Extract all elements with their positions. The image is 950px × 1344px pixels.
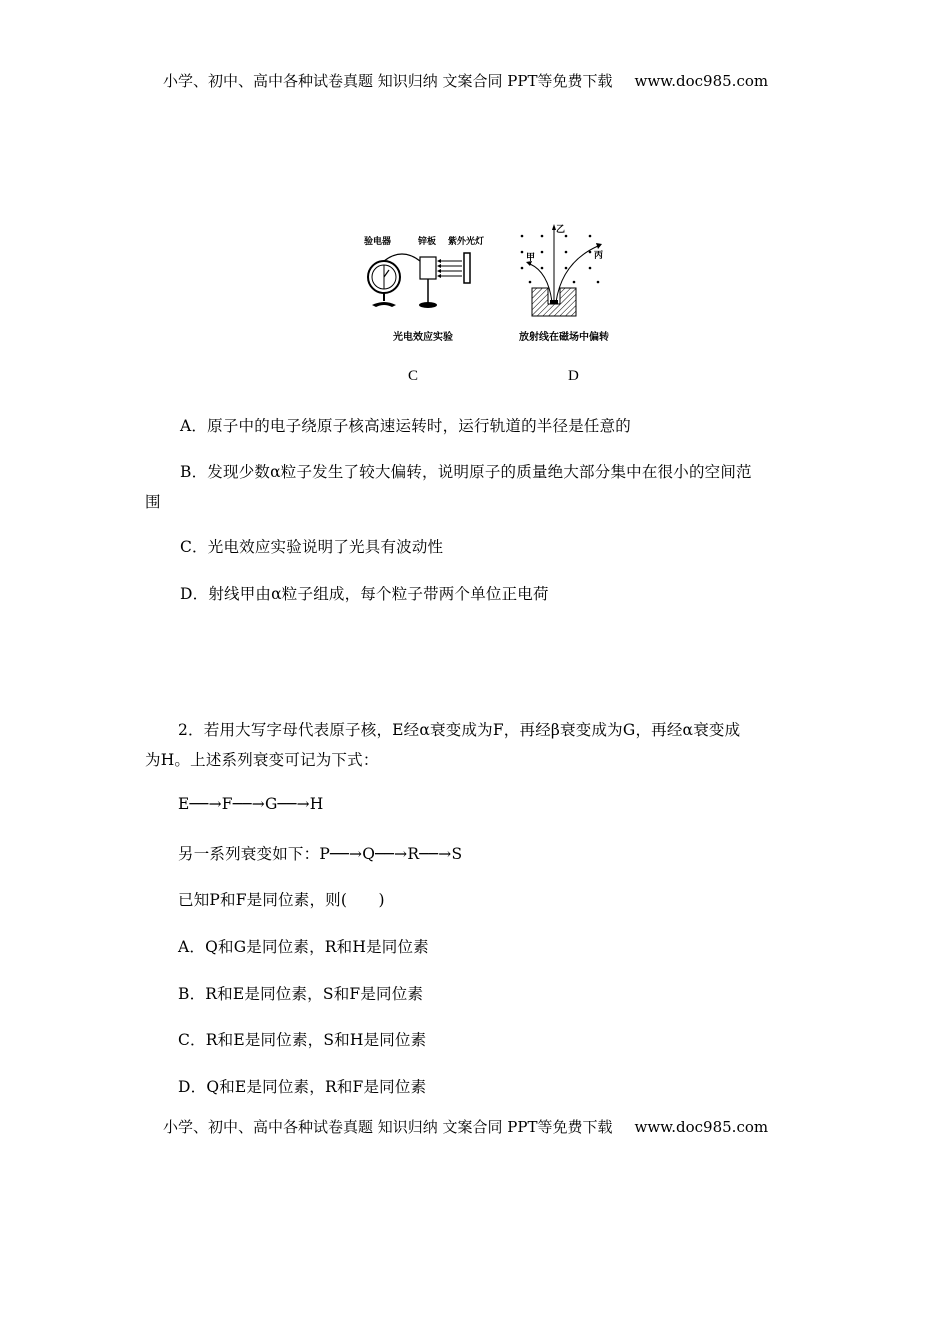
q1-option-d: D．射线甲由α粒子组成，每个粒子带两个单位正电荷 — [180, 585, 549, 603]
magnetic-field-diagram — [512, 222, 612, 318]
label-zinc: 锌板 — [418, 237, 437, 247]
label-jia: 甲 — [526, 253, 536, 263]
header-text: 小学、初中、高中各种试卷真题 知识归纳 文案合同 PPT等免费下载 — [163, 72, 613, 90]
q2-option-a: A．Q和G是同位素，R和H是同位素 — [178, 938, 429, 956]
uv-rays — [438, 261, 462, 276]
page-header — [163, 70, 768, 91]
q2-decay-chain-1: E──→F──→G──→H — [178, 795, 324, 813]
q2-option-b: B．R和E是同位素，S和F是同位素 — [178, 985, 424, 1003]
footer-text: 小学、初中、高中各种试卷真题 知识归纳 文案合同 PPT等免费下载 — [163, 1118, 613, 1136]
q2-stem-line1: 2．若用大写字母代表原子核，E经α衰变成为F，再经β衰变成为G，再经α衰变成 — [178, 721, 741, 739]
electroscope-base — [372, 302, 396, 307]
q2-option-d: D．Q和E是同位素，R和F是同位素 — [178, 1078, 427, 1096]
figure-letter-d: D — [568, 368, 579, 384]
electroscope-leaf — [384, 270, 389, 277]
q1-option-b-line2: 围 — [145, 493, 161, 511]
connecting-wire — [384, 254, 420, 261]
label-bing: 丙 — [594, 251, 604, 261]
label-yi: 乙 — [556, 225, 566, 235]
photoelectric-diagram — [362, 233, 492, 313]
q2-stem-line2: 为H。上述系列衰变可记为下式： — [145, 751, 379, 769]
q1-option-a: A．原子中的电子绕原子核高速运转时，运行轨道的半径是任意的 — [180, 417, 631, 435]
figure-letter-c: C — [408, 368, 419, 384]
label-electroscope: 验电器 — [364, 237, 392, 247]
caption-d: 放射线在磁场中偏转 — [519, 332, 609, 343]
footer-site: www.doc985.com — [634, 1118, 769, 1136]
q2-option-c: C．R和E是同位素，S和H是同位素 — [178, 1031, 427, 1049]
q1-option-c: C．光电效应实验说明了光具有波动性 — [180, 538, 444, 556]
q2-known: 已知P和F是同位素，则( ) — [178, 891, 385, 909]
radiation-source — [550, 300, 558, 304]
uv-lamp — [464, 253, 470, 283]
zinc-base — [419, 302, 437, 308]
q1-option-b-line1: B．发现少数α粒子发生了较大偏转，说明原子的质量绝大部分集中在很小的空间范 — [180, 463, 752, 481]
zinc-plate — [420, 257, 436, 279]
header-site: www.doc985.com — [634, 72, 769, 90]
chain2-formula: P──→Q──→R──→S — [319, 845, 463, 863]
label-uv-lamp: 紫外光灯 — [448, 237, 485, 247]
chain2-prefix: 另一系列衰变如下： — [178, 845, 320, 863]
figure-photoelectric — [362, 233, 492, 313]
page-footer — [163, 1116, 768, 1137]
caption-c: 光电效应实验 — [393, 332, 453, 343]
figure-magnetic-field — [512, 222, 612, 318]
uv-ray-heads — [437, 259, 441, 278]
q2-decay-chain-2 — [178, 842, 462, 864]
